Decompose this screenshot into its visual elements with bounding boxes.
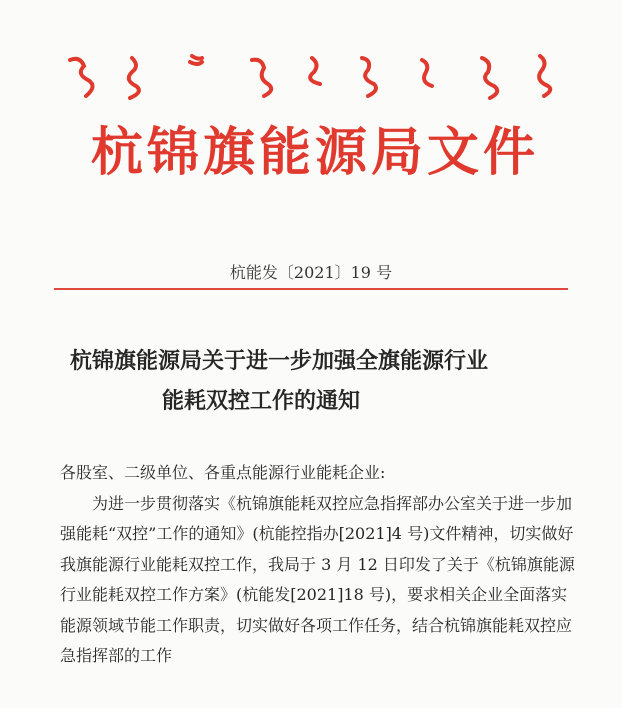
issuer-header-title: 杭锦旗能源局文件 xyxy=(90,123,539,183)
notice-title-line1: 杭锦旗能源局关于进一步加强全旗能源行业 xyxy=(70,349,489,374)
document-body xyxy=(60,458,580,672)
document-number: 杭能发〔2021〕19 号 xyxy=(229,263,393,282)
body-paragraph: 为进一步贯彻落实《杭锦旗能耗双控应急指挥部办公室关于进一步加强能耗“双控”工作的通知》(杭能控指办[2021]4 号)文件精神，切实做好我旗能源行业能耗双控工作，我局于 3 月 12 日印发了关于《杭锦旗能源行业能耗双控工作方案》(杭能发[2021]18 号)，要求相关企业全面落实能源领域节能工作职责，切实做好各项工作任务，结合杭锦旗能耗双控应急指挥部的工作 xyxy=(60,493,575,665)
red-divider-line xyxy=(54,288,568,290)
salutation: 各股室、二级单位、各重点能源行业能耗企业: xyxy=(60,463,386,482)
notice-title xyxy=(70,342,570,422)
notice-title-line2: 能耗双控工作的通知 xyxy=(162,389,361,414)
mongolian-script-header-image xyxy=(62,52,562,100)
